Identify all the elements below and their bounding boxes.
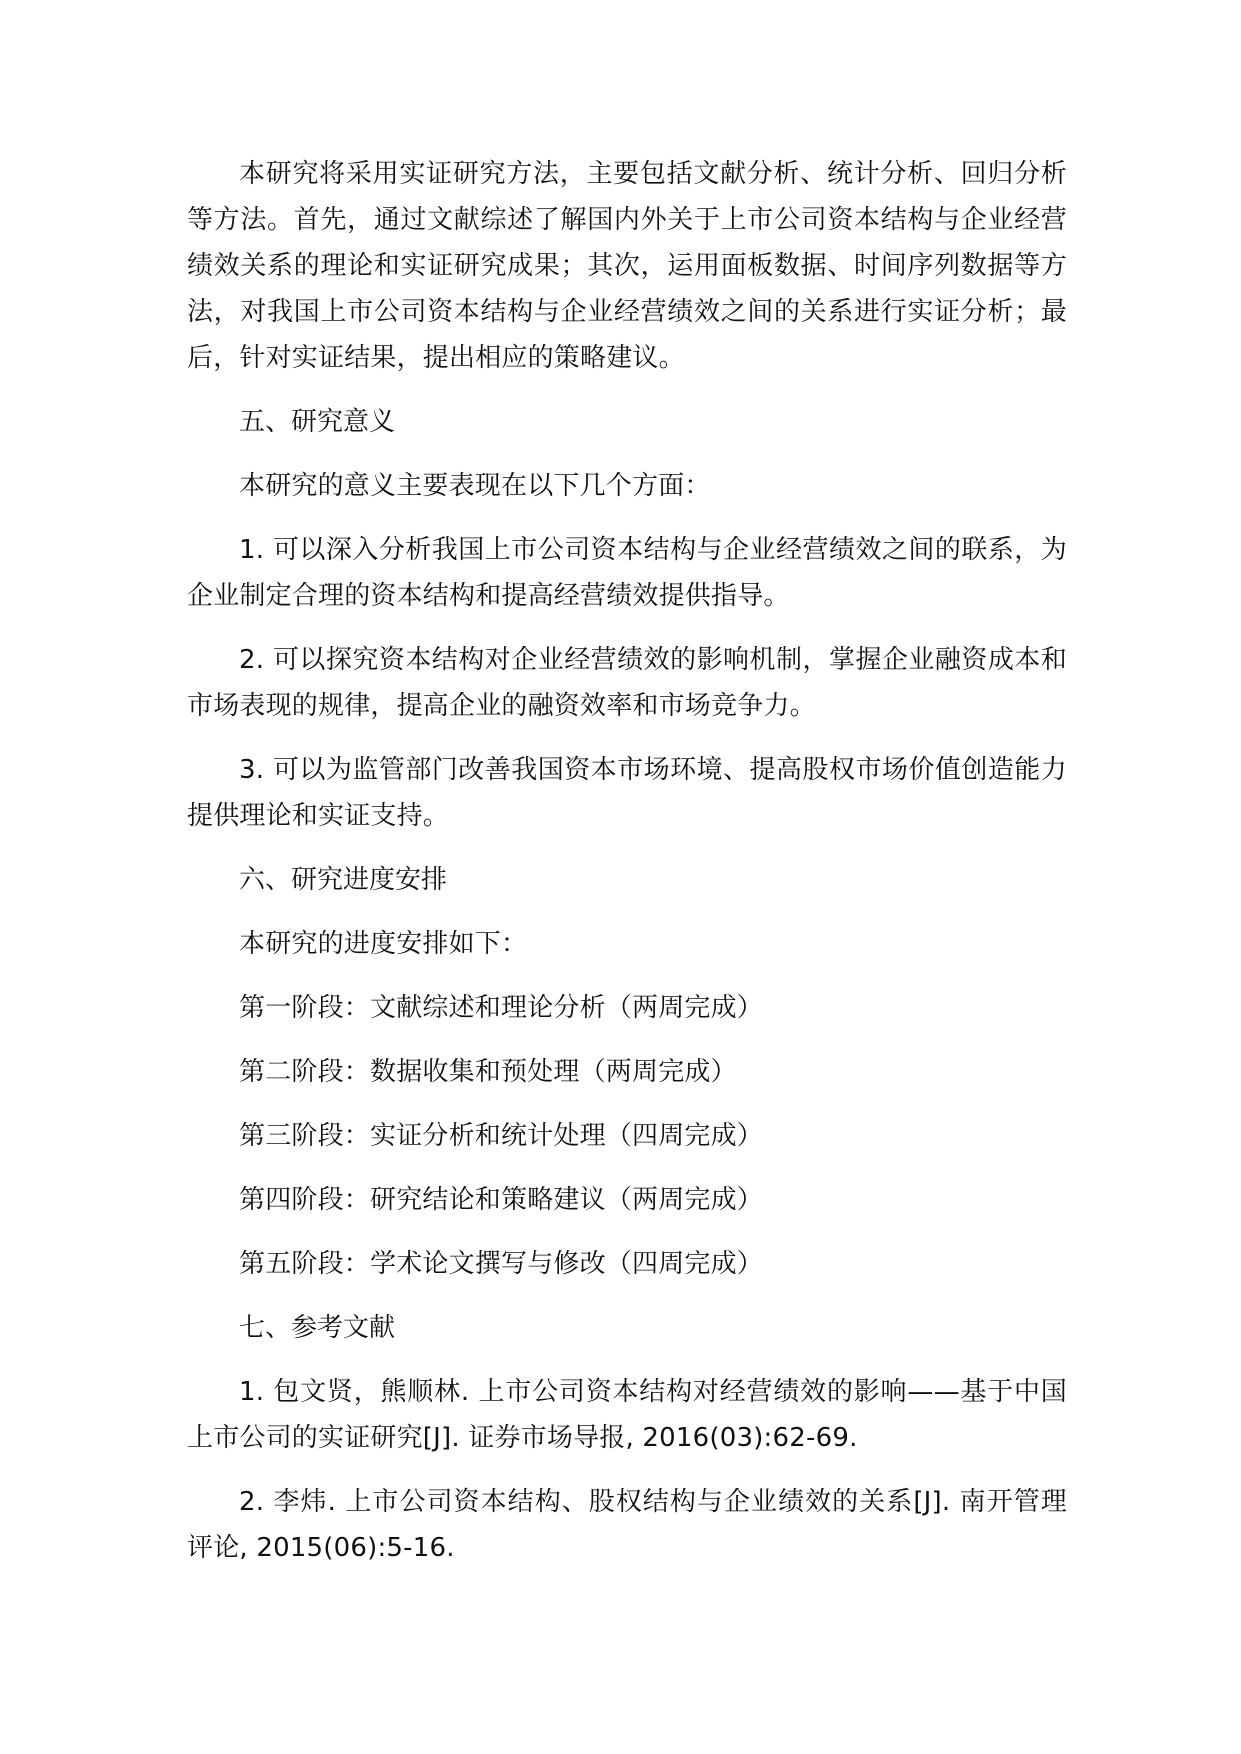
schedule-stage: 第四阶段：研究结论和策略建议（两周完成） bbox=[239, 1185, 764, 1215]
section-heading-schedule: 六、研究进度安排 bbox=[239, 865, 448, 895]
schedule-stage: 第一阶段：文献综述和理论分析（两周完成） bbox=[239, 993, 764, 1023]
reference-item: 1. 包文贤，熊顺林. 上市公司资本结构对经营绩效的影响——基于中国上市公司的实证研究[J]. 证券市场导报, 2016(03):62-69. bbox=[187, 1377, 1067, 1453]
significance-intro: 本研究的意义主要表现在以下几个方面： bbox=[239, 471, 711, 501]
document-body bbox=[187, 151, 1067, 1571]
method-paragraph: 本研究将采用实证研究方法，主要包括文献分析、统计分析、回归分析等方法。首先，通过文献综述了解国内外关于上市公司资本结构与企业经营绩效关系的理论和实证研究成果；其次，运用面板数据、时间序列数据等方法，对我国上市公司资本结构与企业经营绩效之间的关系进行实证分析；最后，针对实证结果，提出相应的策略建议。 bbox=[187, 159, 1067, 373]
reference-item: 2. 李炜. 上市公司资本结构、股权结构与企业绩效的关系[J]. 南开管理评论, 2015(06):5-16. bbox=[187, 1487, 1067, 1563]
section-heading-references: 七、参考文献 bbox=[239, 1313, 396, 1343]
schedule-stage: 第三阶段：实证分析和统计处理（四周完成） bbox=[239, 1121, 764, 1151]
significance-item: 1. 可以深入分析我国上市公司资本结构与企业经营绩效之间的联系，为企业制定合理的资本结构和提高经营绩效提供指导。 bbox=[187, 535, 1067, 611]
schedule-stage: 第五阶段：学术论文撰写与修改（四周完成） bbox=[239, 1249, 764, 1279]
schedule-intro: 本研究的进度安排如下： bbox=[239, 929, 528, 959]
significance-item: 2. 可以探究资本结构对企业经营绩效的影响机制，掌握企业融资成本和市场表现的规律，提高企业的融资效率和市场竞争力。 bbox=[187, 645, 1067, 721]
schedule-stage: 第二阶段：数据收集和预处理（两周完成） bbox=[239, 1057, 737, 1087]
section-heading-significance: 五、研究意义 bbox=[239, 407, 396, 437]
significance-item: 3. 可以为监管部门改善我国资本市场环境、提高股权市场价值创造能力提供理论和实证支持。 bbox=[187, 755, 1067, 831]
